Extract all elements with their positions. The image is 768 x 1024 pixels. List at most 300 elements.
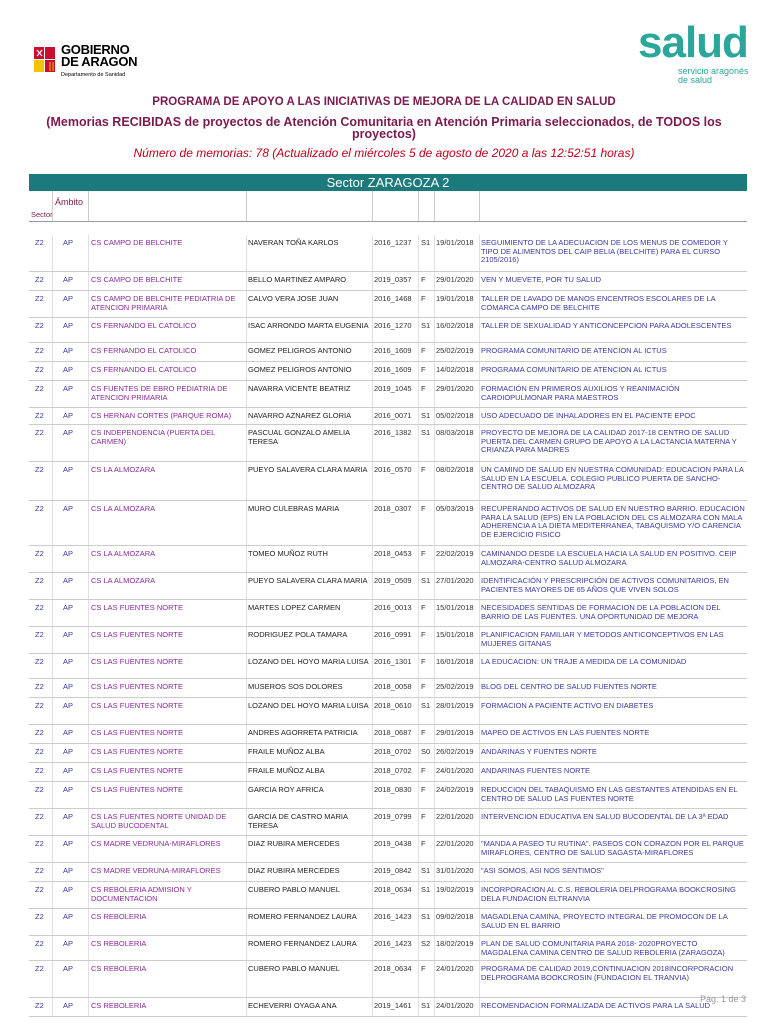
- column-divider: [479, 191, 480, 221]
- row-tipo: F: [421, 682, 426, 691]
- column-divider: [246, 408, 247, 424]
- row-sector: Z2: [35, 275, 44, 284]
- row-centro[interactable]: CS LAS FUENTES NORTE: [91, 766, 183, 775]
- row-tipo: F: [421, 549, 426, 558]
- table-row: [29, 343, 747, 362]
- row-titulo: RECOMENDACION FORMALIZADA DE ACTIVOS PARA LA SALUD: [481, 1001, 711, 1010]
- row-titulo: TALLER DE SEXUALIDAD Y ANTICONCEPCION PARA ADOLESCENTES: [481, 321, 732, 330]
- row-ambito: AP: [63, 630, 74, 639]
- row-fecha: 22/01/2020: [436, 812, 474, 821]
- column-divider: [52, 836, 53, 862]
- row-tipo: S2: [421, 939, 431, 948]
- row-codigo: 2018_0058: [374, 682, 412, 691]
- row-responsable: MUSEROS SOS DOLORES: [248, 682, 343, 691]
- row-titulo: PROGRAMA COMUNITARIO DE ATENCION AL ICTUS: [481, 346, 667, 355]
- column-divider: [434, 462, 435, 500]
- column-divider: [52, 627, 53, 653]
- row-ambito: AP: [63, 728, 74, 737]
- column-divider: [479, 961, 480, 997]
- row-fecha: 22/01/2020: [436, 839, 474, 848]
- row-sector: Z2: [35, 411, 44, 420]
- row-codigo: 2018_0830: [374, 785, 412, 794]
- column-divider: [372, 318, 373, 342]
- row-sector: Z2: [35, 630, 44, 639]
- table-row: [29, 272, 747, 291]
- column-divider: [372, 235, 373, 271]
- column-divider: [372, 573, 373, 599]
- column-divider: [88, 362, 89, 380]
- row-responsable: ROMERO FERNANDEZ LAURA: [248, 939, 357, 948]
- column-divider: [246, 654, 247, 678]
- column-divider: [434, 882, 435, 908]
- column-divider: [434, 408, 435, 424]
- column-divider: [88, 291, 89, 317]
- row-titulo: MAGADLENA CAMINA, PROYECTO INTEGRAL DE PROMOCON DE LA SALUD EN EL BARRIO: [481, 912, 728, 930]
- row-fecha: 25/02/2019: [436, 682, 474, 691]
- row-fecha: 22/02/2019: [436, 549, 474, 558]
- column-divider: [52, 573, 53, 599]
- row-responsable: PUEYO SALAVERA CLARA MARIA: [248, 465, 368, 474]
- row-responsable: GARCIA DE CASTRO MARIA TERESA: [248, 812, 348, 830]
- row-ambito: AP: [63, 866, 74, 875]
- column-divider: [479, 573, 480, 599]
- row-fecha: 16/01/2018: [436, 657, 474, 666]
- column-divider: [418, 744, 419, 762]
- row-codigo: 2016_1609: [374, 365, 412, 374]
- column-divider: [479, 318, 480, 342]
- row-responsable: LOZANO DEL HOYO MARIA LUISA: [248, 657, 369, 666]
- memorias-table: [29, 235, 747, 1017]
- column-divider: [434, 782, 435, 808]
- row-centro[interactable]: CS REBOLERIA: [91, 912, 147, 921]
- column-divider: [479, 882, 480, 908]
- row-fecha: 09/02/2018: [436, 912, 474, 921]
- row-centro[interactable]: CS LAS FUENTES NORTE: [91, 630, 183, 639]
- column-divider: [479, 425, 480, 461]
- table-row: [29, 909, 747, 936]
- row-tipo: F: [421, 504, 426, 513]
- column-divider: [479, 501, 480, 545]
- row-titulo: INTERVENCION EDUCATIVA EN SALUD BUCODENTAL DE LA 3ª EDAD: [481, 812, 729, 821]
- row-titulo: PROGRAMA COMUNITARIO DE ATENCION AL ICTUS: [481, 365, 667, 374]
- row-titulo: FORMACION A PACIENTE ACTIVO EN DIABETES: [481, 701, 654, 710]
- row-responsable: ECHEVERRI OYAGA ANA: [248, 1001, 337, 1010]
- row-sector: Z2: [35, 964, 44, 973]
- row-tipo: S1: [421, 428, 431, 437]
- salud-logo: [634, 18, 752, 85]
- row-fecha: 29/01/2020: [436, 275, 474, 284]
- table-row: [29, 573, 747, 600]
- column-divider: [479, 546, 480, 572]
- row-centro[interactable]: CS REBOLERIA: [91, 964, 147, 973]
- row-centro[interactable]: CS MADRE VEDRUNA-MIRAFLORES: [91, 839, 221, 848]
- row-codigo: 2019_1045: [374, 384, 412, 393]
- page-subtitle: (Memorias RECIBIDAS de proyectos de Atención Comunitaria en Atención Primaria seleccionados, de TODOS los proyectos): [46, 115, 722, 141]
- row-centro[interactable]: CS CAMPO DE BELCHITE: [91, 238, 183, 247]
- column-divider: [88, 909, 89, 935]
- column-divider: [88, 836, 89, 862]
- row-ambito: AP: [63, 504, 74, 513]
- column-divider: [372, 191, 373, 221]
- column-divider: [479, 782, 480, 808]
- row-centro[interactable]: CS MADRE VEDRUNA-MIRAFLORES: [91, 866, 221, 875]
- column-divider: [434, 381, 435, 407]
- row-sector: Z2: [35, 465, 44, 474]
- column-divider: [372, 654, 373, 678]
- row-codigo: 2016_1423: [374, 912, 412, 921]
- row-tipo: F: [421, 728, 426, 737]
- row-responsable: TOMEO MUÑOZ RUTH: [248, 549, 328, 558]
- column-divider: [52, 191, 53, 221]
- column-divider: [52, 782, 53, 808]
- column-divider: [246, 782, 247, 808]
- column-divider: [434, 836, 435, 862]
- column-divider: [434, 272, 435, 290]
- column-divider: [479, 936, 480, 960]
- row-centro[interactable]: CS CAMPO DE BELCHITE: [91, 275, 183, 284]
- column-divider: [418, 600, 419, 626]
- row-centro[interactable]: CS LAS FUENTES NORTE: [91, 682, 183, 691]
- row-titulo: UN CAMINO DE SALUD EN NUESTRA COMUNIDAD: EDUCACION PARA LA SALUD EN LA ESCUELA. COLEGIO PUBLICO PUERTA DE SANCHO-CENTRO DE SALUD ALMOZARA: [481, 465, 744, 491]
- sector-title-bar: Sector ZARAGOZA 2: [29, 174, 747, 191]
- row-fecha: 19/01/2018: [436, 294, 474, 303]
- row-ambito: AP: [63, 603, 74, 612]
- column-divider: [434, 725, 435, 743]
- table-row: [29, 863, 747, 882]
- row-sector: Z2: [35, 1001, 44, 1010]
- column-divider: [372, 546, 373, 572]
- row-responsable: GOMEZ PELIGROS ANTONIO: [248, 365, 352, 374]
- column-divider: [88, 782, 89, 808]
- table-row: [29, 744, 747, 763]
- column-divider: [52, 809, 53, 835]
- row-centro[interactable]: CS FUENTES DE EBRO PEDIATRIA DE ATENCION PRIMARIA: [91, 384, 228, 402]
- row-codigo: 2018_0453: [374, 549, 412, 558]
- column-divider: [434, 679, 435, 697]
- row-responsable: MARTES LOPEZ CARMEN: [248, 603, 341, 612]
- column-divider: [418, 343, 419, 361]
- row-fecha: 14/02/2018: [436, 365, 474, 374]
- row-codigo: 2016_1382: [374, 428, 412, 437]
- table-row: [29, 725, 747, 744]
- row-centro[interactable]: CS REBOLERIA: [91, 939, 147, 948]
- table-row: [29, 679, 747, 698]
- memorias-count: Número de memorias: 78 (Actualizado el miércoles 5 de agosto de 2020 a las 12:52:51 horas): [133, 146, 635, 160]
- column-divider: [246, 272, 247, 290]
- row-sector: Z2: [35, 549, 44, 558]
- column-divider: [434, 425, 435, 461]
- row-codigo: 2016_1423: [374, 939, 412, 948]
- column-divider: [418, 573, 419, 599]
- row-responsable: GARCIA ROY AFRICA: [248, 785, 324, 794]
- row-centro[interactable]: CS FERNANDO EL CATOLICO: [91, 321, 197, 330]
- row-responsable: LOZANO DEL HOYO MARIA LUISA: [248, 701, 369, 710]
- salud-sub1: servicio aragonés: [678, 66, 749, 76]
- row-codigo: 2018_0702: [374, 747, 412, 756]
- row-fecha: 19/01/2018: [436, 238, 474, 247]
- row-responsable: DIAZ RUBIRA MERCEDES: [248, 866, 340, 875]
- row-centro[interactable]: CS LAS FUENTES NORTE: [91, 728, 183, 737]
- row-sector: Z2: [35, 504, 44, 513]
- row-ambito: AP: [63, 428, 74, 437]
- column-divider: [372, 679, 373, 697]
- column-divider: [246, 462, 247, 500]
- row-sector: Z2: [35, 728, 44, 737]
- column-divider: [418, 679, 419, 697]
- column-divider: [418, 909, 419, 935]
- row-ambito: AP: [63, 294, 74, 303]
- column-divider: [372, 961, 373, 997]
- row-sector: Z2: [35, 885, 44, 894]
- row-sector: Z2: [35, 294, 44, 303]
- row-titulo: RECUPERANDO ACTIVOS DE SALUD EN NUESTRO BARRIO. EDUCACION PARA LA SALUD (EPS) EN LA POBLACION DEL CS ALMOZARA CON MALA ADHERENCIA A LA DIETA MEDITERRANEA, TABAQUISMO Y/O CARENCIA DE EJERCICIO FISICO: [481, 504, 745, 539]
- column-divider: [479, 362, 480, 380]
- row-sector: Z2: [35, 238, 44, 247]
- column-divider: [434, 318, 435, 342]
- row-sector: Z2: [35, 747, 44, 756]
- row-codigo: 2019_0842: [374, 866, 412, 875]
- row-sector: Z2: [35, 603, 44, 612]
- column-divider: [372, 936, 373, 960]
- row-ambito: AP: [63, 657, 74, 666]
- column-divider: [246, 725, 247, 743]
- column-divider: [479, 343, 480, 361]
- row-tipo: F: [421, 657, 426, 666]
- row-fecha: 05/03/2019: [436, 504, 474, 513]
- row-centro[interactable]: CS LAS FUENTES NORTE: [91, 657, 183, 666]
- column-divider: [434, 501, 435, 545]
- table-row: [29, 235, 747, 272]
- row-fecha: 24/01/2020: [436, 964, 474, 973]
- row-ambito: AP: [63, 238, 74, 247]
- column-divider: [246, 744, 247, 762]
- column-divider: [52, 998, 53, 1016]
- table-row: [29, 318, 747, 343]
- row-centro[interactable]: CS LAS FUENTES NORTE: [91, 701, 183, 710]
- column-divider: [479, 381, 480, 407]
- row-titulo: "MANDA A PASEO TU RUTINA". PASEOS CON CORAZON POR EL PARQUE MIRAFLORES, CENTRO DE SALUD SAGASTA-MIRAFLORES: [481, 839, 744, 857]
- column-divider: [246, 546, 247, 572]
- column-divider: [434, 343, 435, 361]
- row-responsable: ROMERO FERNANDEZ LAURA: [248, 912, 357, 921]
- column-divider: [418, 362, 419, 380]
- table-row: [29, 627, 747, 654]
- column-divider: [246, 961, 247, 997]
- column-divider: [52, 343, 53, 361]
- row-ambito: AP: [63, 785, 74, 794]
- row-ambito: AP: [63, 812, 74, 821]
- row-ambito: AP: [63, 576, 74, 585]
- row-codigo: 2018_0307: [374, 504, 412, 513]
- row-codigo: 2016_1468: [374, 294, 412, 303]
- column-divider: [479, 809, 480, 835]
- row-tipo: S1: [421, 912, 431, 921]
- column-divider: [372, 381, 373, 407]
- column-divider: [246, 882, 247, 908]
- column-divider: [52, 744, 53, 762]
- column-divider: [52, 501, 53, 545]
- column-divider: [434, 235, 435, 271]
- table-row: [29, 408, 747, 425]
- column-divider: [434, 654, 435, 678]
- row-ambito: AP: [63, 549, 74, 558]
- row-centro[interactable]: CS INDEPENDENCIA (PUERTA DEL CARMEN): [91, 428, 216, 446]
- table-row: [29, 291, 747, 318]
- row-responsable: ISAC ARRONDO MARTA EUGENIA: [248, 321, 369, 330]
- column-divider: [479, 654, 480, 678]
- row-titulo: MAPEO DE ACTIVOS EN LAS FUENTES NORTE: [481, 728, 650, 737]
- row-centro[interactable]: CS LA ALMOZARA: [91, 549, 156, 558]
- row-centro[interactable]: CS CAMPO DE BELCHITE PEDIATRIA DE ATENCION PRIMARIA: [91, 294, 236, 312]
- column-divider: [434, 546, 435, 572]
- column-divider: [372, 291, 373, 317]
- column-divider: [246, 679, 247, 697]
- column-divider: [434, 809, 435, 835]
- row-codigo: 2018_0687: [374, 728, 412, 737]
- column-divider: [418, 291, 419, 317]
- row-centro[interactable]: CS REBOLERIA ADMISION Y DOCUMENTACION: [91, 885, 192, 903]
- row-sector: Z2: [35, 682, 44, 691]
- row-centro[interactable]: CS LAS FUENTES NORTE: [91, 603, 183, 612]
- row-codigo: 2019_0357: [374, 275, 412, 284]
- column-divider: [418, 318, 419, 342]
- column-divider: [418, 863, 419, 881]
- column-divider: [52, 863, 53, 881]
- row-codigo: 2019_1461: [374, 1001, 412, 1010]
- column-divider: [88, 725, 89, 743]
- row-tipo: S1: [421, 576, 431, 585]
- row-codigo: 2016_0071: [374, 411, 412, 420]
- column-divider: [88, 425, 89, 461]
- row-responsable: NAVARRA VICENTE BEATRIZ: [248, 384, 351, 393]
- row-sector: Z2: [35, 384, 44, 393]
- row-titulo: REDUCCION DEL TABAQUISMO EN LAS GESTANTES ATENDIDAS EN EL CENTRO DE SALUD LAS FUENTES NORTE: [481, 785, 738, 803]
- row-centro[interactable]: CS LA ALMOZARA: [91, 465, 156, 474]
- table-row: [29, 836, 747, 863]
- column-divider: [418, 936, 419, 960]
- row-fecha: 27/01/2020: [436, 576, 474, 585]
- row-centro[interactable]: CS LA ALMOZARA: [91, 576, 156, 585]
- row-titulo: CAMINANDO DESDE LA ESCUELA HACIA LA SALUD EN POSITIVO. CEIP ALMOZARA-CENTRO SALUD ALMOZARA: [481, 549, 737, 567]
- row-responsable: PUEYO SALAVERA CLARA MARIA: [248, 576, 368, 585]
- column-divider: [88, 272, 89, 290]
- row-sector: Z2: [35, 576, 44, 585]
- row-tipo: S1: [421, 885, 431, 894]
- column-divider: [246, 627, 247, 653]
- column-divider: [418, 836, 419, 862]
- table-row: [29, 654, 747, 679]
- row-codigo: 2016_1270: [374, 321, 412, 330]
- row-titulo: BLOG DEL CENTRO DE SALUD FUENTES NORTE: [481, 682, 657, 691]
- column-divider: [479, 763, 480, 781]
- row-responsable: CUBERO PABLO MANUEL: [248, 885, 340, 894]
- column-divider: [418, 998, 419, 1016]
- column-divider: [418, 546, 419, 572]
- row-fecha: 18/02/2019: [436, 939, 474, 948]
- column-divider: [434, 291, 435, 317]
- row-centro[interactable]: CS LAS FUENTES NORTE: [91, 747, 183, 756]
- gobierno-line1: GOBIERNO: [61, 42, 130, 57]
- column-divider: [372, 744, 373, 762]
- row-responsable: MURO CULEBRAS MARIA: [248, 504, 340, 513]
- row-centro[interactable]: CS LA ALMOZARA: [91, 504, 156, 513]
- column-divider: [246, 763, 247, 781]
- row-tipo: F: [421, 465, 426, 474]
- column-divider: [434, 698, 435, 724]
- row-centro[interactable]: CS FERNANDO EL CATOLICO: [91, 365, 197, 374]
- row-sector: Z2: [35, 912, 44, 921]
- column-divider: [52, 318, 53, 342]
- row-ambito: AP: [63, 682, 74, 691]
- table-row: [29, 961, 747, 998]
- row-sector: Z2: [35, 785, 44, 794]
- row-titulo: USO ADECUADO DE INHALADORES EN EL PACIENTE EPOC: [481, 411, 696, 420]
- row-tipo: S1: [421, 321, 431, 330]
- row-fecha: 29/01/2020: [436, 384, 474, 393]
- row-ambito: AP: [63, 346, 74, 355]
- row-codigo: 2019_0438: [374, 839, 412, 848]
- table-row: [29, 698, 747, 725]
- column-divider: [479, 627, 480, 653]
- row-tipo: F: [421, 346, 426, 355]
- column-divider: [479, 836, 480, 862]
- column-divider: [479, 698, 480, 724]
- row-centro[interactable]: CS LAS FUENTES NORTE: [91, 785, 183, 794]
- row-centro[interactable]: CS REBOLERIA: [91, 1001, 147, 1010]
- column-divider: [479, 725, 480, 743]
- row-titulo: PROYECTO DE MEJORA DE LA CALIDAD 2017-18 CENTRO DE SALUD PUERTA DEL CARMEN GRUPO DE APOYO A LA LACTANCIA MATERNA Y CRIANZA PARA MADRES: [481, 428, 737, 454]
- column-divider: [434, 627, 435, 653]
- column-divider: [434, 362, 435, 380]
- row-titulo: PROGRAMA DE CALIDAD 2019,CONTINUACION 2018INCORPORACION DELPROGRAMA BOOKCROSIN (FUNDACION EL TRANVIA): [481, 964, 734, 982]
- column-divider: [246, 381, 247, 407]
- table-row: [29, 546, 747, 573]
- row-tipo: F: [421, 275, 426, 284]
- row-tipo: F: [421, 812, 426, 821]
- column-divider: [88, 744, 89, 762]
- column-divider: [246, 318, 247, 342]
- row-centro[interactable]: CS LAS FUENTES NORTE UNIDAD DE SALUD BUCODENTAL: [91, 812, 227, 830]
- table-row: [29, 381, 747, 408]
- column-divider: [372, 809, 373, 835]
- column-divider: [52, 936, 53, 960]
- row-responsable: FRAILE MUÑOZ ALBA: [248, 766, 325, 775]
- row-ambito: AP: [63, 766, 74, 775]
- row-sector: Z2: [35, 657, 44, 666]
- column-divider: [88, 763, 89, 781]
- row-ambito: AP: [63, 1001, 74, 1010]
- row-centro[interactable]: CS HERNAN CORTES (PARQUE ROMA): [91, 411, 232, 420]
- column-divider: [246, 191, 247, 221]
- page-title: PROGRAMA DE APOYO A LAS INICIATIVAS DE MEJORA DE LA CALIDAD EN SALUD: [152, 96, 616, 108]
- column-divider: [52, 679, 53, 697]
- row-tipo: S1: [421, 701, 431, 710]
- column-divider: [88, 408, 89, 424]
- column-divider: [246, 909, 247, 935]
- column-divider: [418, 782, 419, 808]
- column-divider: [418, 381, 419, 407]
- row-centro[interactable]: CS FERNANDO EL CATOLICO: [91, 346, 197, 355]
- row-codigo: 2016_1609: [374, 346, 412, 355]
- table-row: [29, 882, 747, 909]
- row-ambito: AP: [63, 747, 74, 756]
- row-tipo: S1: [421, 1001, 431, 1010]
- row-tipo: F: [421, 365, 426, 374]
- column-divider: [88, 679, 89, 697]
- row-sector: Z2: [35, 365, 44, 374]
- row-responsable: NAVERAN TOÑA KARLOS: [248, 238, 339, 247]
- row-titulo: ANDARINAS Y FUENTES NORTE: [481, 747, 597, 756]
